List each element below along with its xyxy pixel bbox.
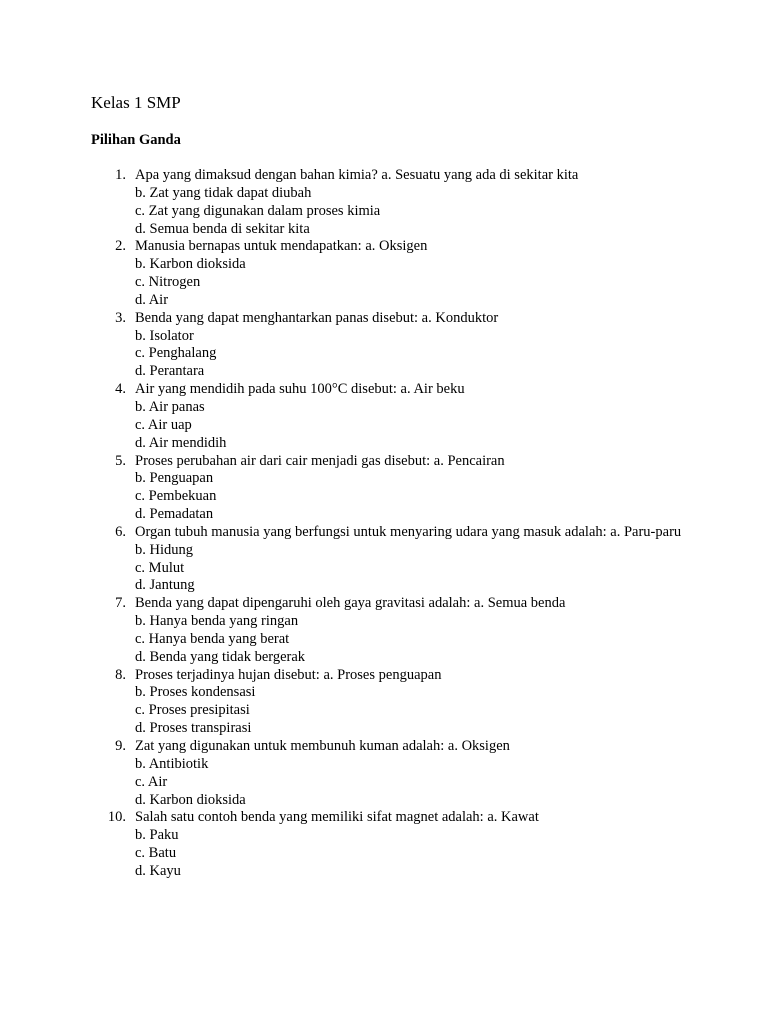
question-item (0, 738, 768, 809)
question-number: 5. (115, 452, 126, 469)
answer-option: d. Proses transpirasi (135, 720, 252, 737)
question-item (0, 167, 768, 238)
answer-option: c. Penghalang (135, 345, 217, 362)
answer-option: c. Proses presipitasi (135, 702, 250, 719)
question-text: Manusia bernapas untuk mendapatkan: a. Oksigen (135, 238, 428, 255)
answer-option: b. Air panas (135, 398, 205, 415)
question-text: Apa yang dimaksud dengan bahan kimia? a. Sesuatu yang ada di sekitar kita (135, 167, 579, 183)
answer-option: d. Karbon dioksida (135, 791, 246, 808)
answer-option: d. Air mendidih (135, 434, 227, 451)
question-number: 10. (107, 809, 126, 826)
question-number: 6. (115, 523, 126, 540)
answer-option: c. Nitrogen (135, 274, 201, 291)
answer-option: d. Pemadatan (135, 506, 214, 523)
question-number: 7. (115, 595, 126, 612)
answer-option: c. Air (135, 773, 168, 790)
answer-option: b. Hanya benda yang ringan (135, 613, 299, 630)
question-item (0, 381, 768, 452)
question-number: 3. (115, 309, 126, 326)
question-text: Air yang mendidih pada suhu 100°C disebut: a. Air beku (135, 381, 465, 398)
question-item (0, 453, 768, 524)
question-number: 4. (115, 381, 126, 398)
question-text: Benda yang dapat menghantarkan panas disebut: a. Konduktor (135, 309, 499, 326)
answer-option: d. Jantung (135, 577, 195, 594)
question-item (0, 595, 768, 666)
answer-option: c. Pembekuan (135, 488, 217, 505)
question-text: Proses perubahan air dari cair menjadi gas disebut: a. Pencairan (135, 452, 505, 469)
answer-option: c. Mulut (135, 559, 185, 576)
question-text: Salah satu contoh benda yang memiliki sifat magnet adalah: a. Kawat (135, 809, 539, 826)
answer-option: c. Zat yang digunakan dalam proses kimia (135, 202, 381, 219)
section-title: Pilihan Ganda (91, 132, 181, 148)
answer-option: b. Penguapan (135, 470, 214, 487)
question-item (0, 524, 768, 595)
answer-option: c. Hanya benda yang berat (135, 630, 290, 647)
question-text: Zat yang digunakan untuk membunuh kuman adalah: a. Oksigen (135, 738, 510, 754)
answer-option: d. Semua benda di sekitar kita (135, 220, 310, 237)
question-list (0, 167, 768, 881)
question-item (0, 809, 768, 880)
question-number: 2. (115, 238, 126, 255)
answer-option: b. Zat yang tidak dapat diubah (135, 184, 312, 201)
document-title: Kelas 1 SMP (91, 93, 181, 112)
question-text: Organ tubuh manusia yang berfungsi untuk menyaring udara yang masuk adalah: a. Paru-paru (135, 523, 682, 540)
question-number: 8. (115, 666, 126, 683)
question-item (0, 310, 768, 381)
question-number: 9. (115, 738, 126, 754)
answer-option: b. Proses kondensasi (135, 684, 256, 701)
answer-option: d. Benda yang tidak bergerak (135, 648, 306, 665)
question-item (0, 238, 768, 309)
answer-option: d. Air (135, 291, 169, 308)
answer-option: b. Hidung (135, 541, 193, 558)
answer-option: d. Perantara (135, 363, 205, 380)
answer-option: b. Isolator (135, 327, 194, 344)
question-number: 1. (115, 167, 126, 183)
answer-option: d. Kayu (135, 862, 181, 879)
question-item (0, 667, 768, 738)
question-text: Proses terjadinya hujan disebut: a. Proses penguapan (135, 666, 442, 683)
answer-option: c. Air uap (135, 416, 192, 433)
answer-option: b. Antibiotik (135, 755, 209, 772)
answer-option: b. Karbon dioksida (135, 256, 246, 273)
answer-option: c. Batu (135, 845, 177, 862)
answer-option: b. Paku (135, 827, 179, 844)
question-text: Benda yang dapat dipengaruhi oleh gaya gravitasi adalah: a. Semua benda (135, 595, 566, 612)
